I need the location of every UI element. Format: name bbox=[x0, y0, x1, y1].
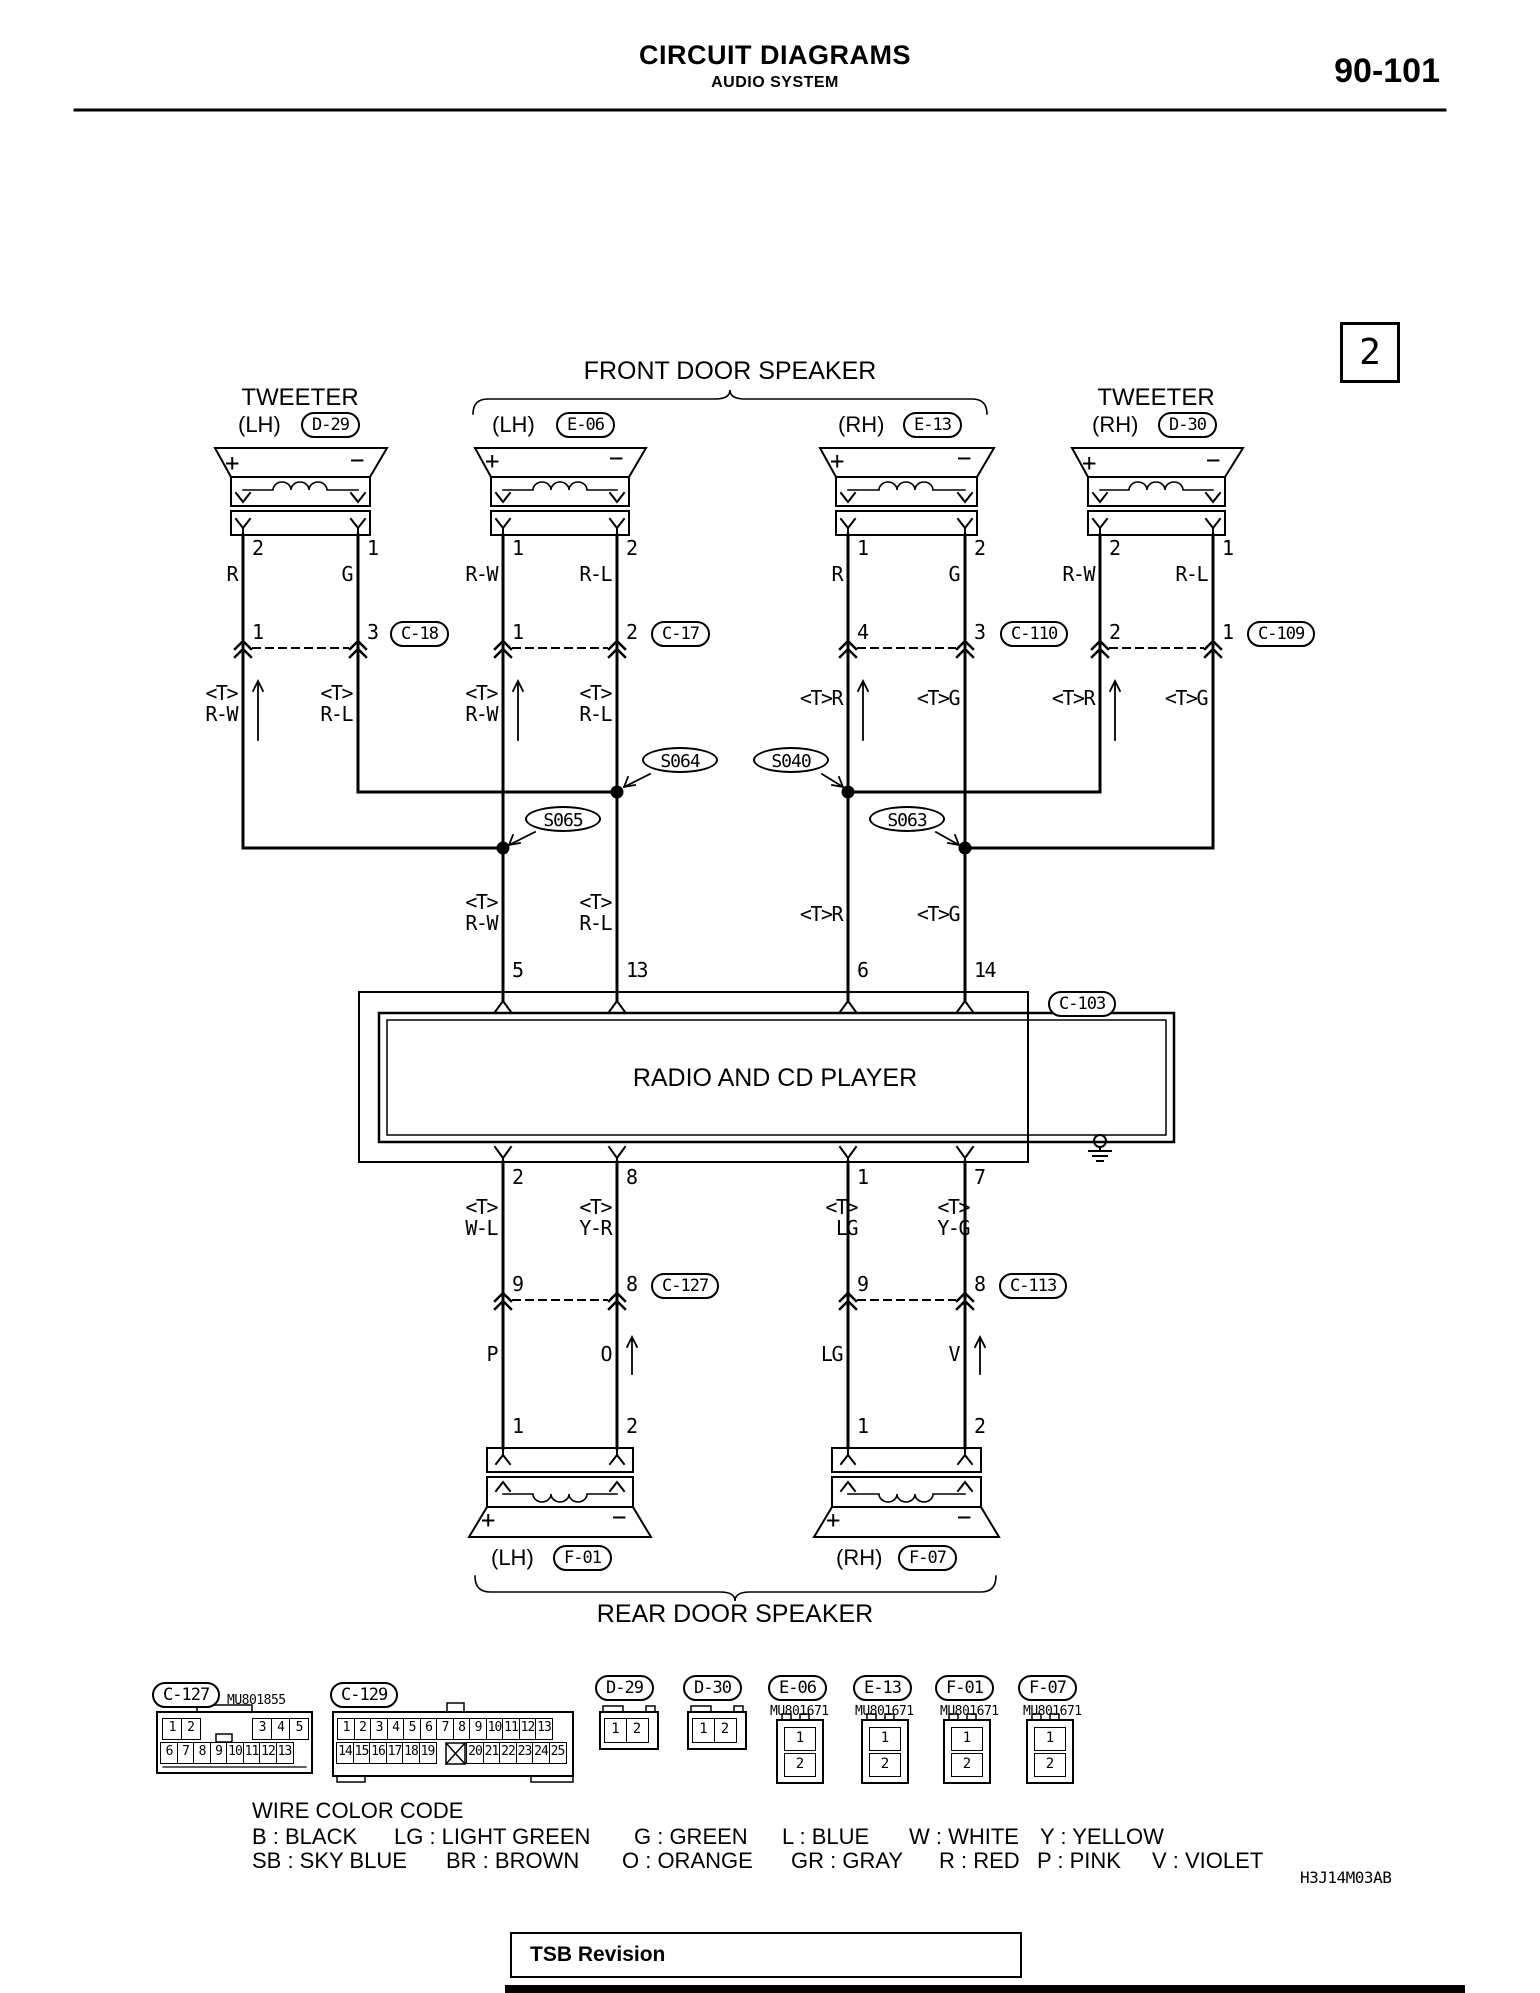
pin-number: 2 bbox=[252, 536, 263, 560]
twisted-wire-label: <T>G bbox=[916, 902, 959, 926]
t-wire: R-W bbox=[205, 702, 237, 726]
part-number: MU801855 bbox=[227, 1693, 286, 1708]
pinout-d29-cells bbox=[604, 1718, 647, 1743]
twisted-wire-label bbox=[767, 1197, 857, 1239]
minus-sign: − bbox=[612, 1503, 627, 1531]
tweeter-rh-side: (RH) bbox=[1092, 412, 1139, 437]
pinout-c129-row2-left bbox=[336, 1742, 435, 1764]
tsb-revision-box bbox=[510, 1932, 1022, 1978]
pinout-capsule-d30: D-30 bbox=[683, 1675, 742, 1701]
plus-sign: + bbox=[826, 1506, 841, 1534]
pin-cell: 1 bbox=[337, 1718, 355, 1740]
t-tag: <T> bbox=[579, 681, 611, 705]
pin-number: 2 bbox=[974, 1414, 985, 1438]
plus-sign: + bbox=[1082, 449, 1097, 477]
pinout-capsule-d29: D-29 bbox=[595, 1675, 654, 1701]
pinout-capsule-c129: C-129 bbox=[330, 1682, 398, 1708]
color-code-entry: SB : SKY BLUE bbox=[252, 1848, 407, 1873]
pinout-c129-row2-right bbox=[466, 1742, 565, 1764]
pin-number: 8 bbox=[626, 1165, 637, 1189]
twisted-wire-label bbox=[147, 683, 237, 725]
part-number: MU801671 bbox=[1023, 1704, 1082, 1719]
wire-code: R bbox=[226, 562, 237, 586]
wire-code: V bbox=[948, 1342, 959, 1366]
page-number: 90-101 bbox=[1334, 52, 1440, 90]
connector-capsule-e06: E-06 bbox=[556, 412, 615, 438]
twisted-wire-label bbox=[407, 892, 497, 934]
pin-cell: 2 bbox=[181, 1718, 201, 1740]
pinout-f01-cells bbox=[951, 1727, 983, 1779]
twisted-wire-label bbox=[262, 683, 352, 725]
front-speaker-brace bbox=[473, 390, 987, 414]
twisted-wire-label: <T>G bbox=[916, 686, 959, 710]
connector-capsule-c127: C-127 bbox=[651, 1273, 719, 1299]
connector-capsule-c103: C-103 bbox=[1048, 991, 1116, 1017]
t-wire: R-W bbox=[465, 911, 497, 935]
minus-sign: − bbox=[957, 1503, 972, 1531]
pin-number: 6 bbox=[857, 958, 868, 982]
pin-cell: 7 bbox=[436, 1718, 454, 1740]
front-door-speaker-label: FRONT DOOR SPEAKER bbox=[583, 357, 877, 385]
figure-number-box: 2 bbox=[1340, 322, 1400, 383]
pin-number: 2 bbox=[512, 1165, 523, 1189]
wire-code: O bbox=[600, 1342, 611, 1366]
t-wire: R-L bbox=[320, 702, 352, 726]
pin-cell: 4 bbox=[271, 1718, 291, 1740]
pin-cell: 2 bbox=[869, 1753, 901, 1777]
color-code-entry: P : PINK bbox=[1037, 1848, 1121, 1873]
pin-cell: 22 bbox=[499, 1742, 517, 1764]
page-subtitle: AUDIO SYSTEM bbox=[711, 74, 839, 91]
pin-cell: 9 bbox=[210, 1742, 228, 1764]
pin-cell: 6 bbox=[420, 1718, 438, 1740]
color-code-entry: LG : LIGHT GREEN bbox=[394, 1824, 591, 1849]
t-tag: <T> bbox=[465, 890, 497, 914]
pinout-c127-row2 bbox=[160, 1742, 292, 1764]
minus-sign: − bbox=[609, 444, 624, 472]
t-tag: <T> bbox=[465, 1195, 497, 1219]
t-wire: W-L bbox=[465, 1216, 497, 1240]
wire-code: R-L bbox=[579, 562, 611, 586]
pin-cell: 8 bbox=[453, 1718, 471, 1740]
pinout-d30-cells bbox=[692, 1718, 735, 1743]
pin-number: 4 bbox=[857, 620, 868, 644]
page-bottom-bar bbox=[505, 1985, 1465, 1993]
pin-cell: 3 bbox=[370, 1718, 388, 1740]
pin-cell: 20 bbox=[466, 1742, 484, 1764]
plus-sign: + bbox=[481, 1506, 496, 1534]
pin-number: 13 bbox=[626, 958, 648, 982]
connector-capsule-c109: C-109 bbox=[1247, 621, 1315, 647]
pin-cell: 10 bbox=[486, 1718, 504, 1740]
pin-cell: 5 bbox=[403, 1718, 421, 1740]
pinout-capsule-f07: F-07 bbox=[1018, 1675, 1077, 1701]
pin-number: 1 bbox=[1222, 536, 1233, 560]
junction-s065: S065 bbox=[525, 806, 601, 832]
wire-code: R-W bbox=[465, 562, 497, 586]
connector-capsule-f01: F-01 bbox=[553, 1545, 612, 1571]
tweeter-rh-title: TWEETER bbox=[1097, 384, 1215, 411]
connector-capsule-e13: E-13 bbox=[903, 412, 962, 438]
t-wire: R-L bbox=[579, 702, 611, 726]
plus-sign: + bbox=[485, 447, 500, 475]
ground-icon bbox=[1089, 1135, 1111, 1161]
pin-cell: 18 bbox=[402, 1742, 420, 1764]
rear-lh-side: (LH) bbox=[491, 1545, 534, 1570]
pin-number: 1 bbox=[512, 620, 523, 644]
pin-number: 2 bbox=[626, 620, 637, 644]
pin-number: 1 bbox=[512, 1414, 523, 1438]
pin-number: 1 bbox=[857, 1165, 868, 1189]
pin-cell: 24 bbox=[532, 1742, 550, 1764]
connector-capsule-c18: C-18 bbox=[390, 621, 449, 647]
pin-number: 8 bbox=[974, 1272, 985, 1296]
wire-code: G bbox=[341, 562, 352, 586]
t-tag: <T> bbox=[205, 681, 237, 705]
pin-cell: 1 bbox=[604, 1718, 627, 1743]
pin-cell: 11 bbox=[502, 1718, 520, 1740]
pin-cell: 5 bbox=[289, 1718, 309, 1740]
twisted-wire-label bbox=[521, 1197, 611, 1239]
page-title: CIRCUIT DIAGRAMS bbox=[639, 40, 911, 70]
t-tag: <T> bbox=[465, 681, 497, 705]
wire-code: R-L bbox=[1175, 562, 1207, 586]
inline-connector-symbols bbox=[235, 641, 1221, 657]
minus-sign: − bbox=[350, 446, 365, 474]
pin-cell: 6 bbox=[160, 1742, 178, 1764]
wire-code: R-W bbox=[1062, 562, 1094, 586]
twisted-wire-label bbox=[407, 1197, 497, 1239]
pinout-e06-cells bbox=[784, 1727, 816, 1779]
pin-number: 2 bbox=[626, 1414, 637, 1438]
twisted-wire-label bbox=[407, 683, 497, 725]
pin-cell: 2 bbox=[784, 1753, 816, 1777]
wire-code: R bbox=[831, 562, 842, 586]
pin-cell: 1 bbox=[1034, 1727, 1066, 1751]
color-code-entry: O : ORANGE bbox=[622, 1848, 753, 1873]
front-lh-side: (LH) bbox=[492, 412, 535, 437]
pin-cell: 13 bbox=[535, 1718, 553, 1740]
pin-cell: 4 bbox=[387, 1718, 405, 1740]
t-tag: <T> bbox=[320, 681, 352, 705]
wire-code: P bbox=[486, 1342, 497, 1366]
part-number: MU801671 bbox=[770, 1704, 829, 1719]
pin-number: 3 bbox=[974, 620, 985, 644]
color-code-entry: L : BLUE bbox=[782, 1824, 870, 1849]
pin-cell: 8 bbox=[193, 1742, 211, 1764]
color-code-entry: G : GREEN bbox=[634, 1824, 748, 1849]
color-code-entry: Y : YELLOW bbox=[1040, 1824, 1164, 1849]
color-code-entry: R : RED bbox=[939, 1848, 1020, 1873]
junction-s063: S063 bbox=[869, 806, 945, 832]
pinout-capsule-c127: C-127 bbox=[152, 1682, 220, 1708]
pin-cell: 2 bbox=[626, 1718, 649, 1743]
wire-color-code-title: WIRE COLOR CODE bbox=[252, 1798, 464, 1823]
pin-cell: 23 bbox=[516, 1742, 534, 1764]
t-tag: <T> bbox=[579, 1195, 611, 1219]
pin-number: 2 bbox=[974, 536, 985, 560]
connector-capsule-c110: C-110 bbox=[1000, 621, 1068, 647]
pin-cell: 13 bbox=[276, 1742, 294, 1764]
t-wire: R-L bbox=[579, 911, 611, 935]
pin-cell: 21 bbox=[483, 1742, 501, 1764]
connector-capsule-c17: C-17 bbox=[651, 621, 710, 647]
wire-code: LG bbox=[820, 1342, 842, 1366]
color-code-entry: BR : BROWN bbox=[446, 1848, 580, 1873]
junction-s064: S064 bbox=[642, 747, 718, 773]
pin-cell: 10 bbox=[226, 1742, 244, 1764]
pin-number: 9 bbox=[857, 1272, 868, 1296]
pin-cell: 7 bbox=[177, 1742, 195, 1764]
direction-arrows-top bbox=[253, 681, 1120, 740]
rear-rh-side: (RH) bbox=[836, 1545, 883, 1570]
color-code-entry: V : VIOLET bbox=[1152, 1848, 1264, 1873]
pinout-capsule-e06: E-06 bbox=[768, 1675, 827, 1701]
pin-number: 8 bbox=[626, 1272, 637, 1296]
pin-cell: 9 bbox=[469, 1718, 487, 1740]
pinout-f07-cells bbox=[1034, 1727, 1066, 1779]
t-wire: Y-R bbox=[579, 1216, 611, 1240]
plus-sign: + bbox=[225, 449, 240, 477]
twisted-wire-label: <T>R bbox=[799, 902, 842, 926]
pin-cell: 1 bbox=[784, 1727, 816, 1751]
part-number: MU801671 bbox=[855, 1704, 914, 1719]
pin-number: 1 bbox=[1222, 620, 1233, 644]
color-code-entry: GR : GRAY bbox=[791, 1848, 904, 1873]
pin-cell: 1 bbox=[951, 1727, 983, 1751]
pin-number: 9 bbox=[512, 1272, 523, 1296]
pinout-e13-cells bbox=[869, 1727, 901, 1779]
pin-cell: 11 bbox=[243, 1742, 261, 1764]
pinout-capsule-e13: E-13 bbox=[853, 1675, 912, 1701]
connector-capsule-f07: F-07 bbox=[898, 1545, 957, 1571]
pin-number: 14 bbox=[974, 958, 996, 982]
pin-number: 3 bbox=[367, 620, 378, 644]
tsb-revision-label: TSB Revision bbox=[530, 1943, 666, 1966]
pin-number: 1 bbox=[252, 620, 263, 644]
pin-cell: 25 bbox=[549, 1742, 567, 1764]
t-wire: R-W bbox=[465, 702, 497, 726]
pin-cell: 14 bbox=[336, 1742, 354, 1764]
color-code-entry: B : BLACK bbox=[252, 1824, 358, 1849]
minus-sign: − bbox=[957, 444, 972, 472]
t-wire: Y-G bbox=[937, 1216, 969, 1240]
color-code-entry: W : WHITE bbox=[909, 1824, 1019, 1849]
twisted-wire-label: <T>G bbox=[1164, 686, 1207, 710]
pinout-c127-row1-right bbox=[252, 1718, 308, 1740]
twisted-wire-label bbox=[879, 1197, 969, 1239]
rear-speaker-brace bbox=[475, 1576, 996, 1601]
part-number: MU801671 bbox=[940, 1704, 999, 1719]
minus-sign: − bbox=[1206, 446, 1221, 474]
pin-cell: 16 bbox=[369, 1742, 387, 1764]
pin-cell: 2 bbox=[951, 1753, 983, 1777]
pinout-capsule-f01: F-01 bbox=[935, 1675, 994, 1701]
pin-number: 1 bbox=[857, 1414, 868, 1438]
pin-number: 7 bbox=[974, 1165, 985, 1189]
twisted-wire-label: <T>R bbox=[799, 686, 842, 710]
pin-cell: 17 bbox=[386, 1742, 404, 1764]
t-tag: <T> bbox=[579, 890, 611, 914]
pin-number: 1 bbox=[857, 536, 868, 560]
pin-cell: 19 bbox=[419, 1742, 437, 1764]
connector-capsule-d30: D-30 bbox=[1158, 412, 1217, 438]
pin-cell: 1 bbox=[869, 1727, 901, 1751]
pin-cell: 12 bbox=[519, 1718, 537, 1740]
pin-number: 1 bbox=[512, 536, 523, 560]
tweeter-lh-title: TWEETER bbox=[241, 384, 359, 411]
pin-cell: 2 bbox=[714, 1718, 737, 1743]
tweeter-lh-side: (LH) bbox=[238, 412, 281, 437]
twisted-wire-label bbox=[521, 892, 611, 934]
connector-capsule-c113: C-113 bbox=[999, 1273, 1067, 1299]
pin-cell: 2 bbox=[1034, 1753, 1066, 1777]
pin-number: 2 bbox=[1109, 620, 1120, 644]
junction-s040: S040 bbox=[753, 747, 829, 773]
rear-door-speaker-label: REAR DOOR SPEAKER bbox=[596, 1600, 874, 1628]
pinout-c129-row1 bbox=[337, 1718, 552, 1740]
pinout-c127-row1-left bbox=[162, 1718, 199, 1740]
plus-sign: + bbox=[830, 447, 845, 475]
pin-number: 2 bbox=[1109, 536, 1120, 560]
document-code: H3J14M03AB bbox=[1300, 1868, 1392, 1887]
t-wire: LG bbox=[835, 1216, 857, 1240]
pin-cell: 1 bbox=[162, 1718, 182, 1740]
pin-number: 5 bbox=[512, 958, 523, 982]
front-rh-side: (RH) bbox=[838, 412, 885, 437]
connector-capsule-d29: D-29 bbox=[301, 412, 360, 438]
wire-code: G bbox=[948, 562, 959, 586]
pin-cell: 12 bbox=[259, 1742, 277, 1764]
pin-cell: 1 bbox=[692, 1718, 715, 1743]
pin-cell: 3 bbox=[252, 1718, 272, 1740]
twisted-wire-label: <T>R bbox=[1051, 686, 1094, 710]
twisted-wire-label bbox=[521, 683, 611, 725]
pin-number: 2 bbox=[626, 536, 637, 560]
pin-cell: 15 bbox=[353, 1742, 371, 1764]
t-tag: <T> bbox=[825, 1195, 857, 1219]
radio-label: RADIO AND CD PLAYER bbox=[632, 1064, 918, 1092]
pin-cell: 2 bbox=[354, 1718, 372, 1740]
t-tag: <T> bbox=[937, 1195, 969, 1219]
pin-number: 1 bbox=[367, 536, 378, 560]
